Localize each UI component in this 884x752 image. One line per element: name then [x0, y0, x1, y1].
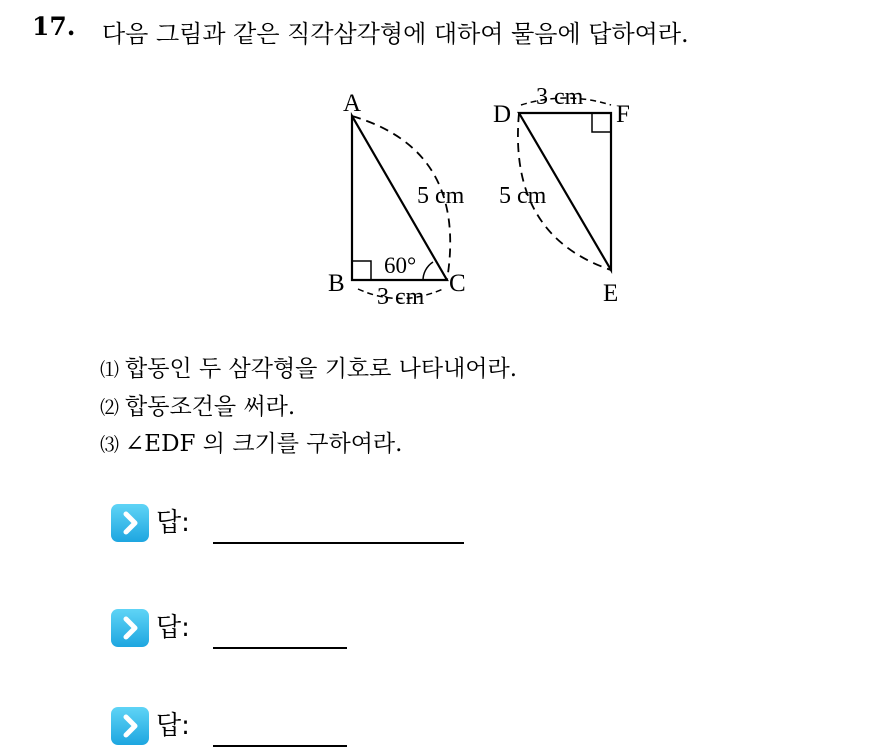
- abc-hypotenuse-label: 5 cm: [417, 183, 465, 209]
- angle-c-label: 60°: [384, 253, 417, 278]
- subquestion-marker: ⑵: [100, 397, 120, 419]
- vertex-e-label: E: [603, 280, 619, 307]
- subquestion-text: 합동인 두 삼각형을 기호로 나타내어라.: [125, 356, 518, 382]
- subquestion-text: 합동조건을 써라.: [125, 394, 296, 420]
- subquestion-marker: ⑴: [100, 359, 120, 381]
- vertex-a-label: A: [343, 90, 362, 117]
- subquestion-3: [100, 425, 402, 458]
- subquestion-1: [100, 350, 517, 383]
- chevron-right-icon: [111, 609, 149, 647]
- answer-blank-2[interactable]: [213, 647, 347, 649]
- subquestion-2: [100, 388, 295, 421]
- subquestion-text: ∠EDF 의 크기를 구하여라.: [125, 431, 403, 457]
- vertex-c-label: C: [449, 270, 466, 297]
- answer-blank-3[interactable]: [213, 745, 347, 747]
- abc-base-label: 3 cm: [377, 284, 425, 310]
- answer-label: 답:: [156, 508, 190, 538]
- vertex-f-label: F: [616, 101, 630, 128]
- subquestion-marker: ⑶: [100, 434, 120, 456]
- triangle-figure: [0, 0, 884, 330]
- answer-blank-1[interactable]: [213, 542, 464, 544]
- def-top-label: 3 cm: [536, 84, 584, 110]
- answer-label: 답:: [156, 613, 190, 643]
- chevron-right-icon: [111, 504, 149, 542]
- question-number: 17.: [32, 12, 76, 41]
- vertex-b-label: B: [328, 270, 345, 297]
- question-text: 다음 그림과 같은 직각삼각형에 대하여 물음에 답하여라.: [102, 20, 689, 48]
- def-hypotenuse-label: 5 cm: [499, 183, 547, 209]
- chevron-right-icon: [111, 707, 149, 745]
- vertex-d-label: D: [493, 101, 512, 128]
- answer-label: 답:: [156, 711, 190, 741]
